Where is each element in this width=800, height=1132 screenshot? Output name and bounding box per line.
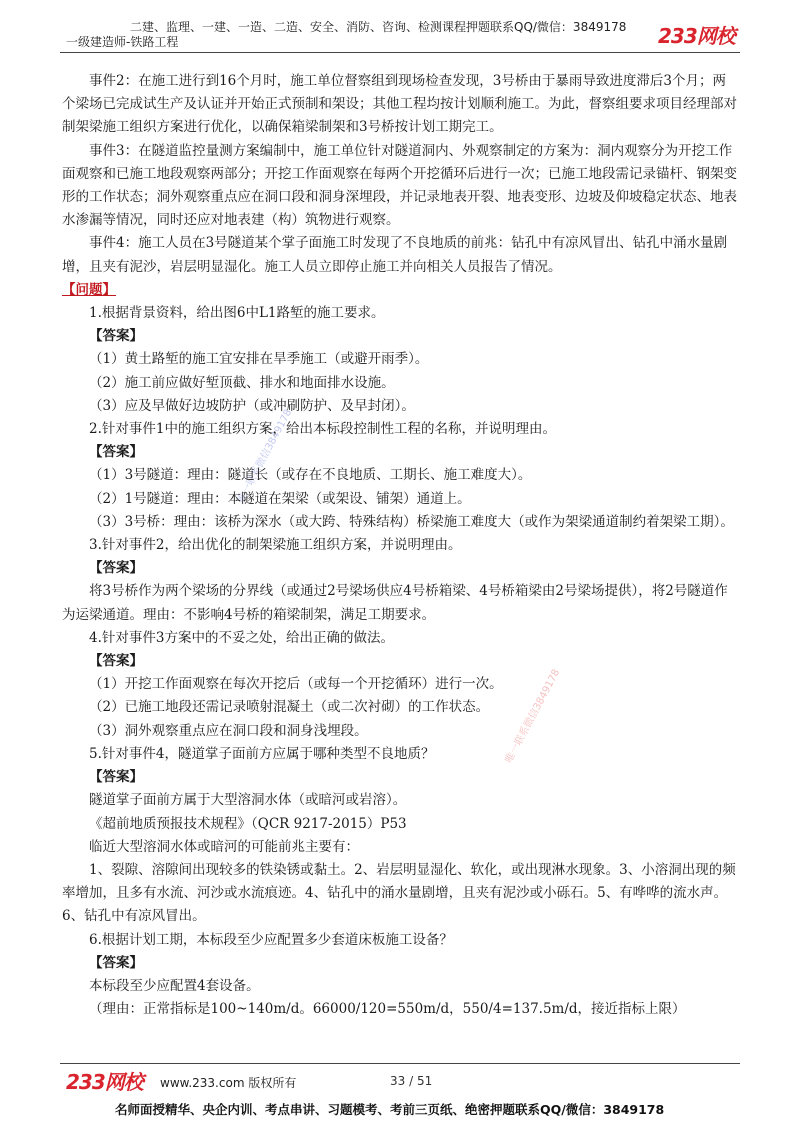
watermark-2: 唯一联系微信3849178 [503,667,563,766]
paragraph-event3: 事件3：在隧道监控量测方案编制中，施工单位针对隧道洞内、外观察制定的方案为：洞内观察分为开挖工作面观察和已施工地段观察两部分；开挖工作面观察在每两个开挖循环后进行一次；已施工地段需记录锚杆、钢架变形的工作状态；洞外观察重点应在洞口段和洞身深埋段，并记录地表开裂、地表变形、边坡及仰坡稳定状态、地表水渗漏等情况，同时还应对地表建（构）筑物进行观察。 [62,142,737,229]
questions-heading [62,279,738,302]
answer-label-3: 【答案】 [89,560,143,577]
answer-2-item-1: （1）3号隧道：理由：隧道长（或存在不良地质、工期长、施工难度大）。 [89,467,532,484]
question-3: 3.针对事件2，给出优化的制架梁施工组织方案，并说明理由。 [89,537,462,554]
watermark-1: 唯一联系微信3849178 [235,407,295,506]
question-2: 2.针对事件1中的施工组织方案，给出本标段控制性工程的名称，并说明理由。 [89,421,556,438]
answer-1-item-3: （3）应及早做好边坡防护（或冲刷防护、及早封闭）。 [89,397,415,414]
question-6: 6.根据计划工期，本标段至少应配置多少套道床板施工设备？ [89,931,453,948]
answer-2-item-3: （3）3号桥：理由：该桥为深水（或大跨、特殊结构）桥梁施工难度大（或作为架梁通道制约着架梁工期）。 [89,513,734,530]
answer-label-2: 【答案】 [89,444,143,461]
document-body [62,70,738,1021]
answer-1-item-1: （1）黄土路堑的施工宜安排在旱季施工（或避开雨季）。 [89,351,429,368]
questions-label: 【问题】 [62,281,116,298]
answer-5-line-3: 临近大型溶洞水体或暗河的可能前兆主要有： [89,838,359,855]
page-number: 33 / 51 [390,1074,433,1088]
answer-5-line-1: 隧道掌子面前方属于大型溶洞水体（或暗河或岩溶）。 [89,792,407,809]
paragraph-event4: 事件4：施工人员在3号隧道某个掌子面施工时发现了不良地质的前兆：钻孔中有凉风冒出、钻孔中涌水量剧增，且夹有泥沙，岩层明显湿化。施工人员立即停止施工并向相关人员报告了情况。 [62,235,728,275]
question-1: 1.根据背景资料，给出图6中L1路堑的施工要求。 [89,305,385,322]
answer-6-line-2: （理由：正常指标是100~140m/d。66000/120=550m/d，550/4=137.5m/d，接近指标上限） [89,1001,686,1018]
brand-logo-bottom: 233网校 [66,1070,143,1094]
footer-divider [60,1063,740,1064]
header-contact-line: 二建、监理、一建、一造、二造、安全、消防、咨询、检测课程押题联系QQ/微信：3849178 [130,20,627,34]
answer-2-item-2: （2）1号隧道：理由：本隧道在架梁（或架设、铺架）通道上。 [89,490,471,507]
answer-4-item-1: （1）开挖工作面观察在每次开挖后（或每一个开挖循环）进行一次。 [89,676,503,693]
answer-label-1: 【答案】 [89,328,143,345]
header-divider [60,52,740,53]
paragraph-event2: 事件2：在施工进行到16个月时，施工单位督察组到现场检查发现，3号桥由于暴雨导致进度滞后3个月；两个梁场已完成试生产及认证并开始正式预制和架设；其他工程均按计划顺利施工。为此，督察组要求项目经理部对制架梁施工组织方案进行优化，以确保箱梁制架和3号桥按计划工期完工。 [62,73,737,136]
answer-label-4: 【答案】 [89,653,143,670]
answer-6-line-1: 本标段至少应配置4套设备。 [89,977,260,994]
answer-5-line-2: 《超前地质预报技术规程》（QCR 9217-2015）P53 [89,815,407,832]
question-5: 5.针对事件4，隧道掌子面前方应属于哪种类型不良地质？ [89,745,435,762]
question-4: 4.针对事件3方案中的不妥之处，给出正确的做法。 [89,629,394,646]
brand-logo-top: 233网校 [658,24,735,48]
answer-5-line-4: 1、裂隙、溶隙间出现较多的铁染锈或黏土。2、岩层明显湿化、软化，或出现淋水现象。3、小溶洞出现的频率增加，且多有水流、河沙或水流痕迹。4、钻孔中的涌水量剧增，且夹有泥沙或小砾石。5、有哗哗的流水声。6、钻孔中有凉风冒出。 [62,861,736,925]
answer-1-item-2: （2）施工前应做好堑顶截、排水和地面排水设施。 [89,374,395,391]
answer-4-item-2: （2）已施工地段还需记录喷射混凝土（或二次衬砌）的工作状态。 [89,699,490,716]
answer-label-5: 【答案】 [89,769,143,786]
answer-3: 将3号桥作为两个梁场的分界线（或通过2号梁场供应4号桥箱梁、4号桥箱梁由2号梁场提供），将2号隧道作为运梁通道。理由：不影响4号桥的箱梁制架，满足工期要求。 [62,583,728,623]
footer-contact-line: 名师面授精华、央企内训、考点串讲、习题模考、考前三页纸、绝密押题联系QQ/微信：3849178 [115,1102,665,1117]
header-subtitle: 一级建造师-铁路工程 [66,35,179,49]
footer-copyright: www.233.com 版权所有 [160,1076,297,1090]
answer-4-item-3: （3）洞外观察重点应在洞口段和洞身浅埋段。 [89,722,368,739]
answer-label-6: 【答案】 [89,954,143,971]
